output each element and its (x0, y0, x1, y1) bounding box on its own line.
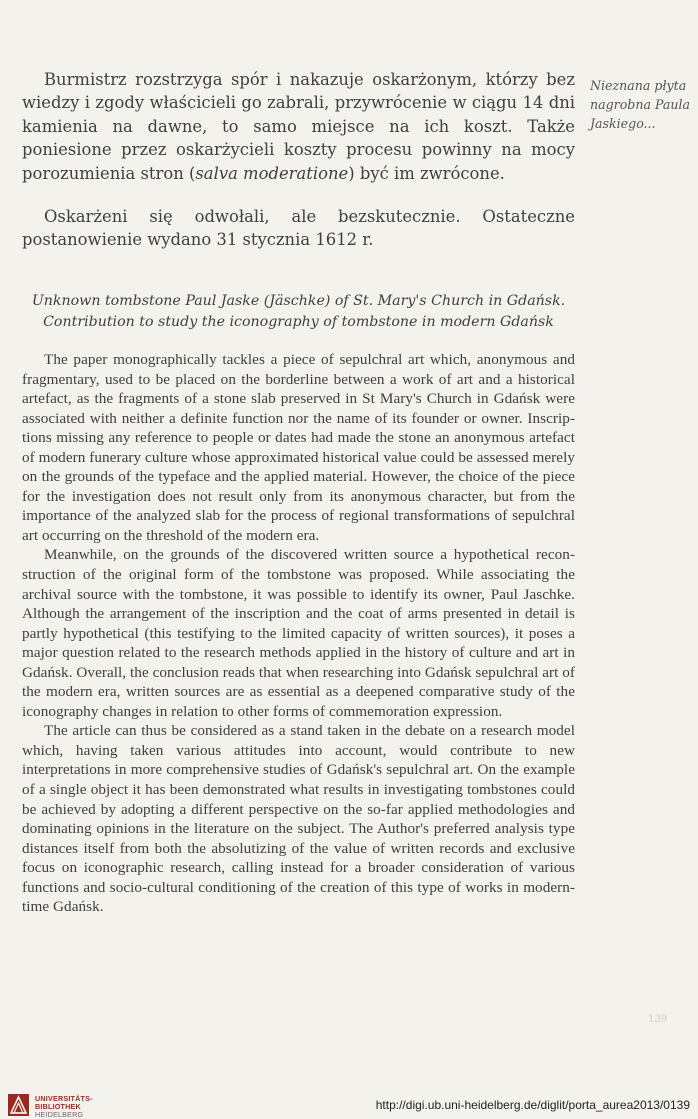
polish-text-block (22, 68, 575, 252)
summary-paragraph-3: The article can thus be considered as a stand taken in the debate on a research model which, having taken various attitudes into account, would contribute to new interpretations in more comprehensive studies of Gdańsk's sepulchral art. On the example of a single object it has been demonstrated what results in investigating tombstones could be achieved by adopting a different perspective on the so-far applied methodologies and dominating opinions in the literature on the subject. The Author's preferred analysis type distances itself from both the absolutizing of the value of written records and exclusive focus on iconographic research, calling instead for a broader consideration of various functions and socio-cultural conditioning of the creation of this type of works in modern-time Gdańsk. (22, 722, 575, 916)
summary-paragraph-2: Meanwhile, on the grounds of the discovered written source a hypothetical reconstruction of the original form of the tombstone was proposed. While associating the archival source with the tombstone, it was possible to identify its owner, Paul Jaschke. Although the arrangement of the inscription and the coat of arms presented in detail is partly hypothetical (this testifying to the limited capacity of written sources), it poses a major question related to the research methods applied in the history of culture and art in Gdańsk. Overall, the conclusion reads that when researching into Gdańsk sepulchral art of the modern era, written sources are as essential as a deepened comparative study of the iconography changes in relation to other forms of commemoration expression. (22, 546, 575, 720)
summary-title-line-2: Contribution to study the iconography of tombstone in modern Gdańsk (43, 314, 554, 330)
page-number: 139 (648, 1014, 668, 1025)
margin-note: Nieznana płyta nagrobna Paula Jaskiego... (590, 78, 691, 131)
summary-title-line-1: Unknown tombstone Paul Jaske (Jäschke) of St. Mary's Church in Gdańsk. (31, 293, 566, 309)
library-logo-icon (8, 1094, 29, 1116)
footer-bar (0, 1093, 698, 1119)
summary-title (22, 291, 575, 333)
polish-paragraph-2: Oskarżeni się odwołali, ale bezskutecznie. Ostateczne postanowienie wydano 31 stycznia 1612 r. (22, 207, 575, 250)
summary-body (22, 350, 575, 917)
summary-paragraph-1: The paper monographically tackles a piece of sepulchral art which, anonymous and fragmentary, used to be placed on the borderline between a work of art and a historical artefact, as the fragments of a stone slab preserved in St Mary's Church in Gdańsk were associated with neither a definite function nor the name of its founder or owner. Inscriptions missing any reference to people or dates had made the stone an anonymous artefact of modern funerary culture whose approximated historical value could be assessed merely on the grounds of the typeface and the applied material. However, the choice of the piece for the investigation does not result only from its anonymous character, but from the importance of the analyzed slab for the process of regional transformations of sepulchral art occurring on the threshold of the modern era. (22, 351, 575, 544)
polish-paragraph-1: Burmistrz rozstrzyga spór i nakazuje oskarżonym, którzy bez wiedzy i zgody właścicieli go zabrali, przywrócenie w ciągu 14 dni kamienia na dawne, to samo miejsce na ich koszt. Także poniesione przez oskarżycieli koszty procesu powinny na mocy porozumienia stron (salva moderatione) być im zwrócone. (22, 70, 575, 183)
latin-phrase: salva moderatione (195, 163, 349, 183)
source-url[interactable]: http://digi.ub.uni-heidelberg.de/diglit/porta_aurea2013/0139 (375, 1098, 690, 1112)
library-logo-text: UNIVERSITÄTS- BIBLIOTHEK HEIDELBERG (35, 1094, 93, 1119)
